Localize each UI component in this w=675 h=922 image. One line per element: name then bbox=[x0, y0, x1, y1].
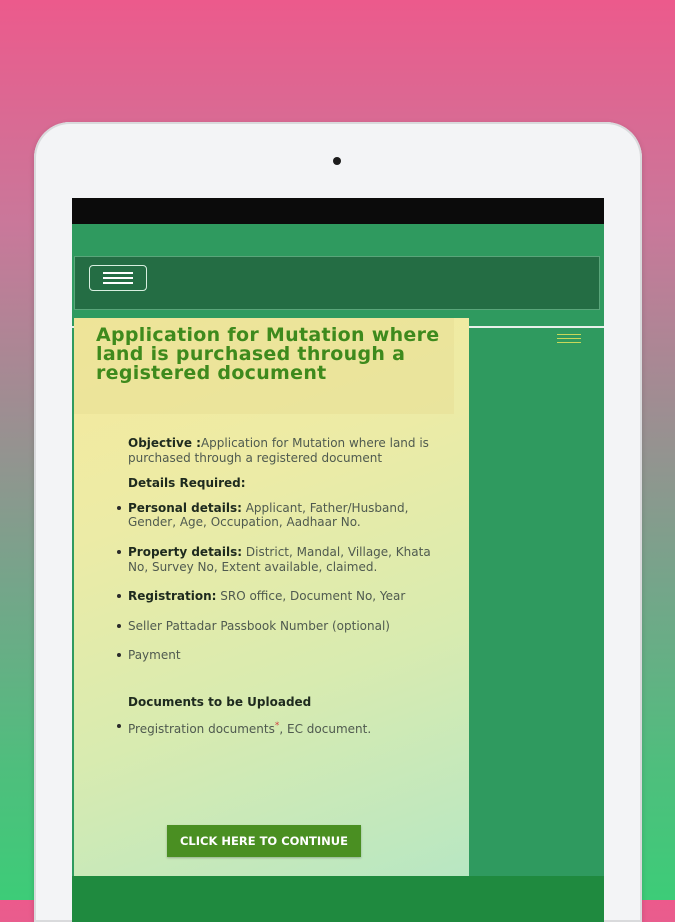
documents-item bbox=[128, 719, 448, 737]
navbar bbox=[74, 256, 600, 310]
status-bar bbox=[72, 198, 604, 224]
detail-text: Seller Pattadar Passbook Number (optional) bbox=[128, 618, 390, 633]
camera-dot bbox=[333, 157, 341, 165]
detail-label: Property details: bbox=[128, 544, 243, 559]
detail-label: Personal details: bbox=[128, 500, 242, 515]
documents-text-2: , EC document. bbox=[279, 721, 372, 736]
documents-text-1: Pregistration documents bbox=[128, 721, 275, 736]
details-heading: Details Required: bbox=[128, 476, 246, 491]
objective-text bbox=[128, 436, 448, 465]
page-title: Application for Mutation where land is purchased through a registered document bbox=[96, 324, 440, 384]
list-item bbox=[128, 501, 448, 530]
tablet-frame bbox=[34, 122, 642, 922]
list-item bbox=[128, 545, 448, 574]
hamburger-menu-icon[interactable] bbox=[89, 265, 147, 291]
detail-text: SRO office, Document No, Year bbox=[216, 589, 406, 604]
service-info-panel bbox=[74, 318, 469, 922]
documents-heading: Documents to be Uploaded bbox=[128, 694, 312, 709]
required-star: * bbox=[274, 720, 280, 731]
app-screen bbox=[72, 198, 604, 922]
continue-button[interactable]: CLICK HERE TO CONTINUE bbox=[167, 825, 361, 857]
title-box bbox=[74, 318, 454, 414]
footer-bar bbox=[72, 876, 604, 922]
detail-text: Applicant, Father/Husband, Gender, Age, Occupation, Aadhaar No. bbox=[128, 500, 409, 530]
detail-label: Registration: bbox=[128, 589, 217, 604]
list-item bbox=[128, 589, 448, 604]
list-item bbox=[128, 619, 448, 634]
detail-text: District, Mandal, Village, Khata No, Survey No, Extent available, claimed. bbox=[128, 544, 431, 574]
objective-label: Objective : bbox=[128, 436, 201, 450]
secondary-menu-icon[interactable] bbox=[557, 334, 581, 344]
details-list bbox=[128, 501, 448, 663]
list-item bbox=[128, 648, 448, 663]
service-details bbox=[128, 436, 448, 736]
detail-text: Payment bbox=[128, 648, 181, 663]
objective-value: Application for Mutation where land is purchased through a registered document bbox=[128, 436, 429, 465]
